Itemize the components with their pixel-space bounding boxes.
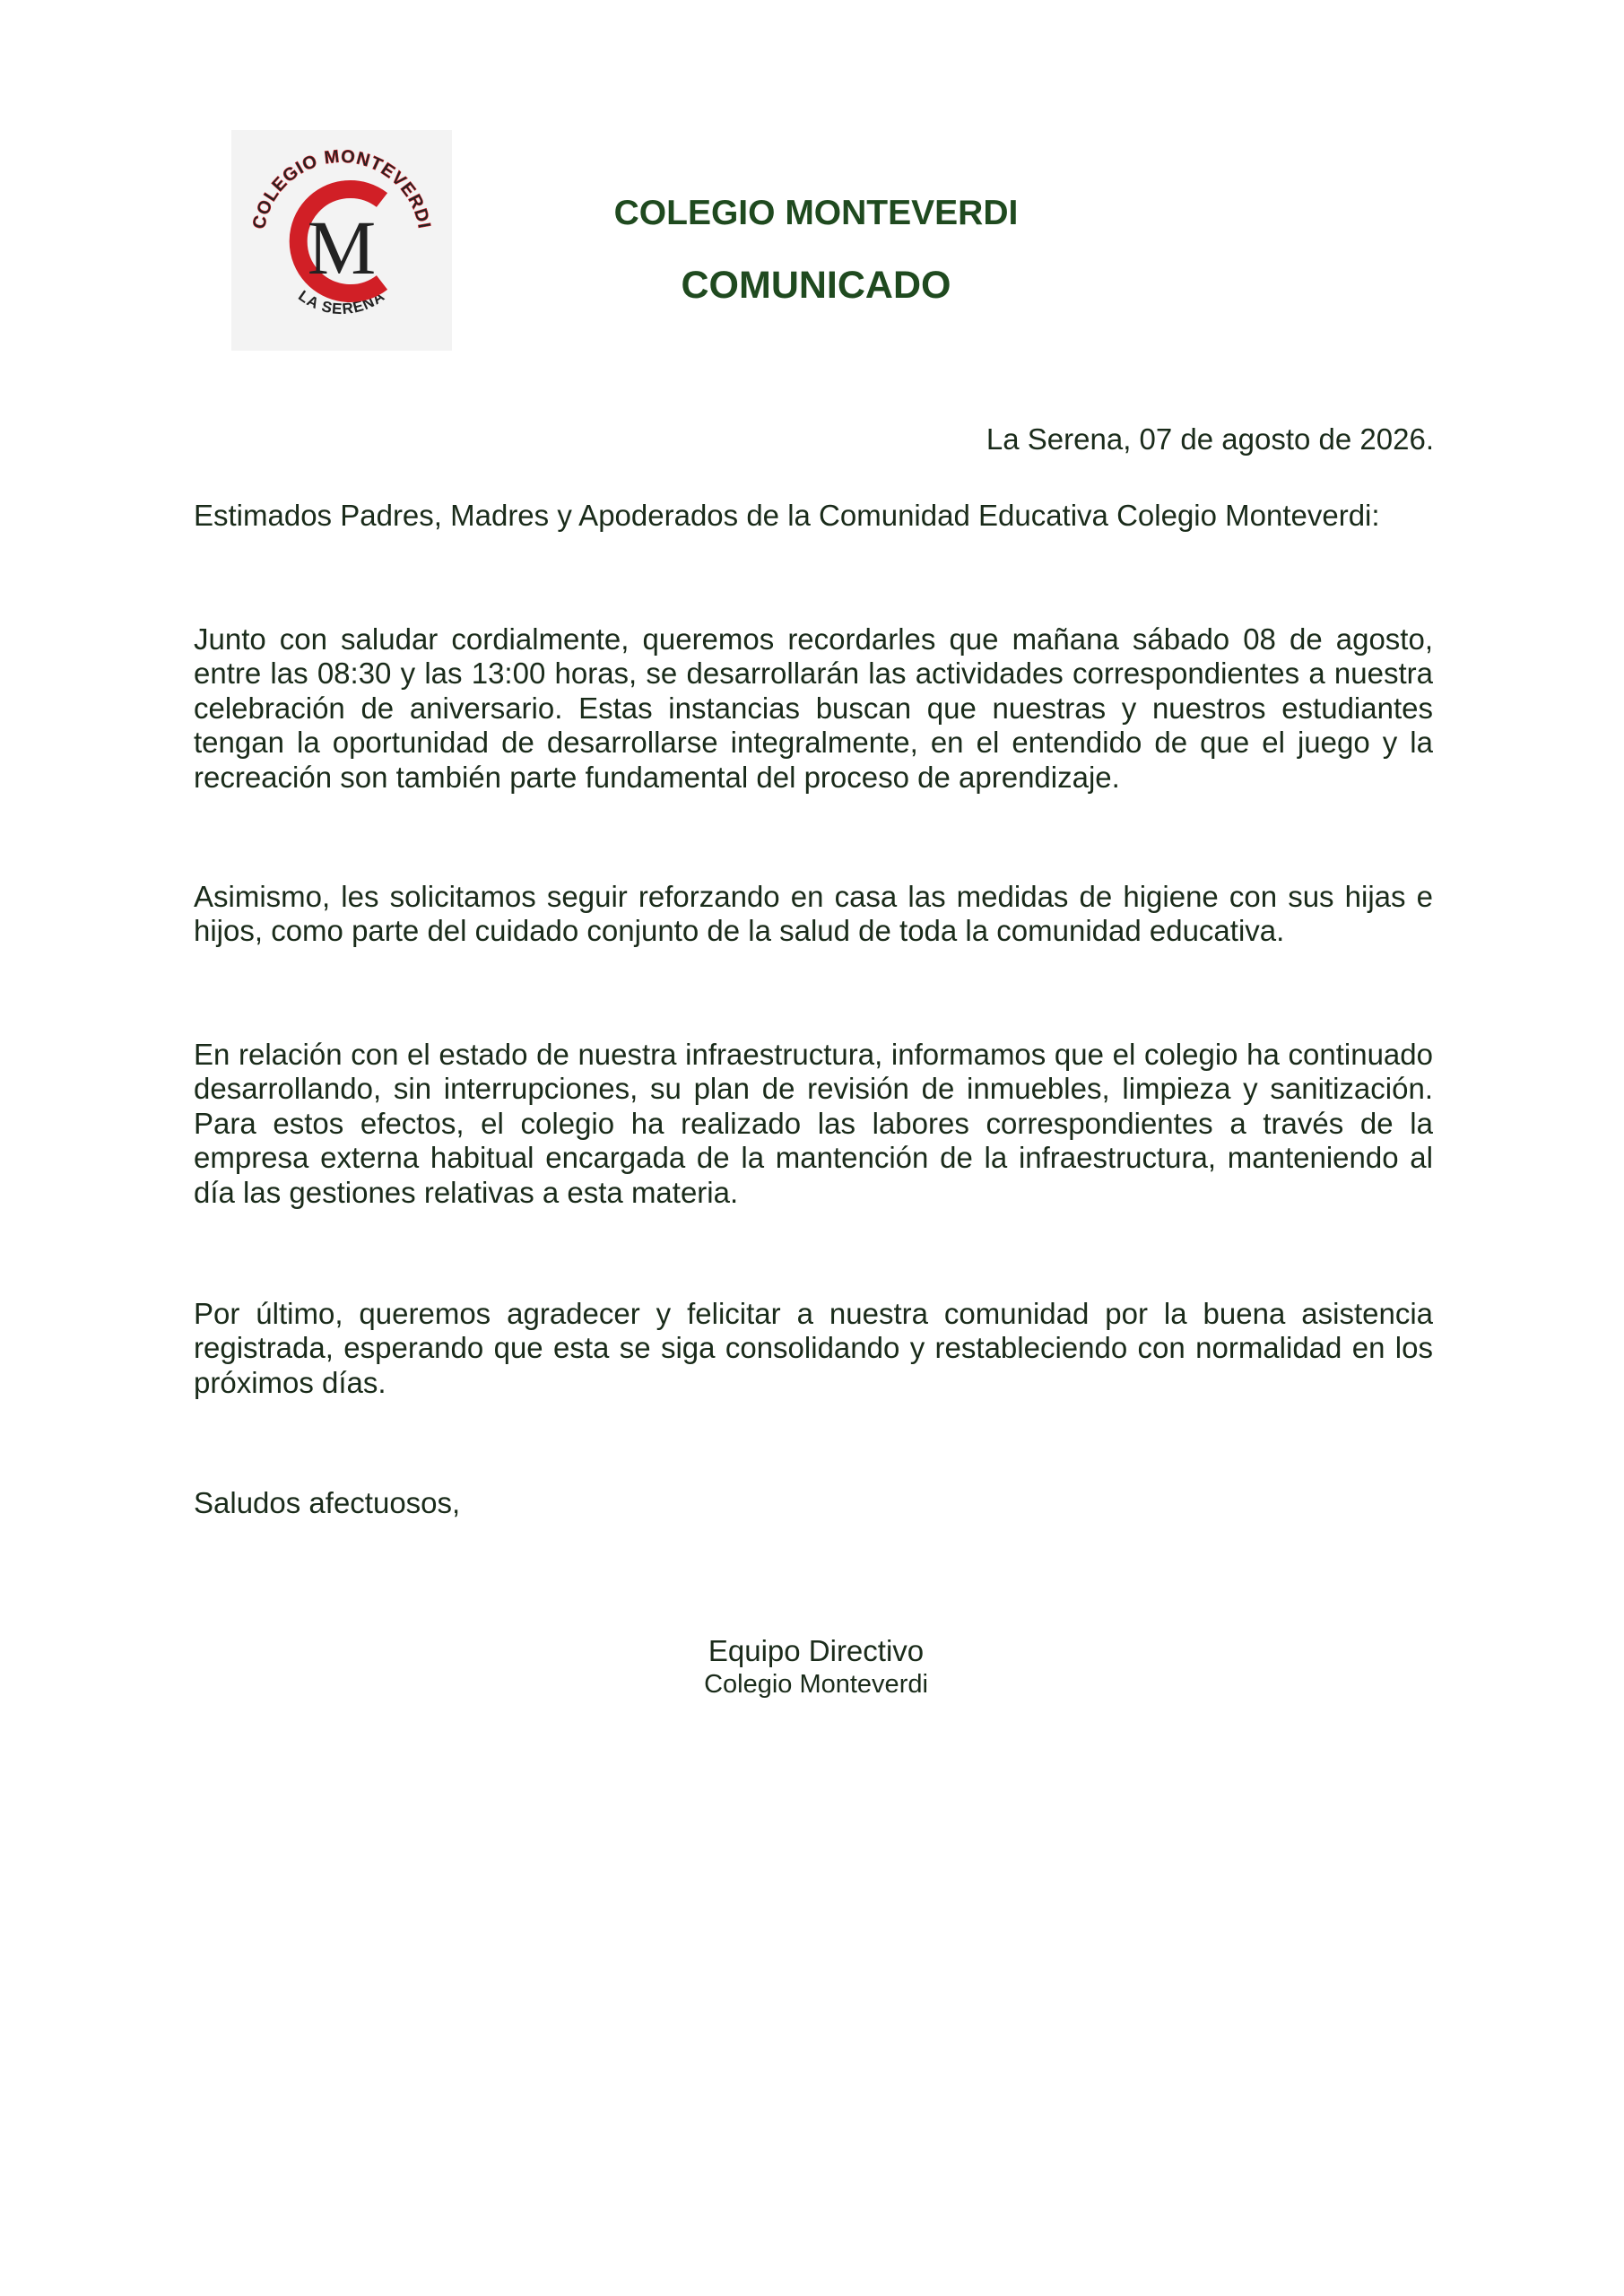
greeting-line: Estimados Padres, Madres y Apoderados de la Comunidad Educativa Colegio Monteverdi: <box>194 499 1380 532</box>
body-paragraph: Por último, queremos agradecer y felicitar a nuestra comunidad por la buena asistencia registrada, esperando que esta se siga consolidando y restableciendo con normalidad en los próximos días. <box>194 1297 1433 1399</box>
signature-team: Equipo Directivo <box>708 1634 925 1667</box>
closing-line: Saludos afectuosos, <box>194 1486 461 1519</box>
school-logo-emblem <box>231 130 452 351</box>
signature-school: Colegio Monteverdi <box>704 1670 928 1699</box>
school-name-heading: COLEGIO MONTEVERDI <box>613 194 1019 232</box>
document-type-heading: COMUNICADO <box>681 264 951 307</box>
logo-m-mark: M <box>307 204 377 291</box>
date-line: La Serena, 07 de agosto de 2026. <box>986 422 1434 456</box>
body-paragraph: En relación con el estado de nuestra infraestructura, informamos que el colegio ha continuado desarrollando, sin interrupciones, su plan de revisión de inmuebles, limpieza y sanitización. Para estos efectos, el colegio ha realizado las labores correspondientes a través de la empresa externa habitual encargada de la mantención de la infraestructura, manteniendo al día las gestiones relativas a esta materia. <box>194 1038 1433 1209</box>
school-logo <box>231 130 452 351</box>
logo-bottom-text: LA SERENA <box>295 287 388 318</box>
body-paragraph: Asimismo, les solicitamos seguir reforzando en casa las medidas de higiene con sus hijas e hijos, como parte del cuidado conjunto de la salud de toda la comunidad educativa. <box>194 880 1433 948</box>
body-paragraph: Junto con saludar cordialmente, queremos recordarles que mañana sábado 08 de agosto, entre las 08:30 y las 13:00 horas, se desarrollarán las actividades correspondientes a nuestra celebración de aniversario. Estas instancias buscan que nuestras y nuestros estudiantes tengan la oportunidad de desarrollarse integralmente, en el entendido de que el juego y la recreación son también parte fundamental del proceso de aprendizaje. <box>194 622 1433 794</box>
logo-top-text: COLEGIO MONTEVERDI <box>248 146 435 231</box>
